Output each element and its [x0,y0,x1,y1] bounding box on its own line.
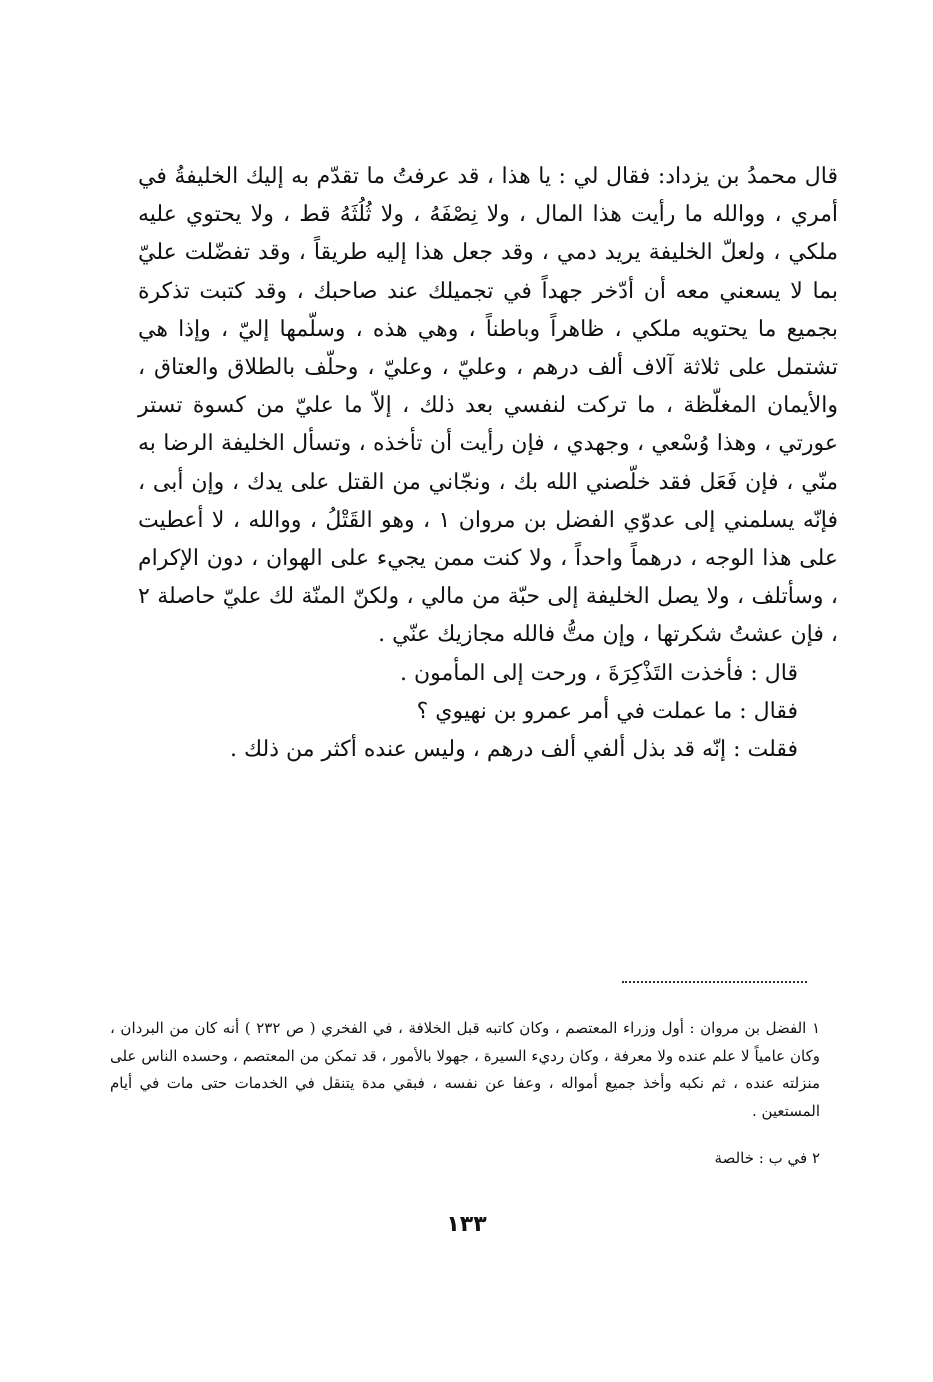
main-text-block [138,158,838,769]
footnote-separator [622,981,807,983]
page-number: ١٣٣ [446,1212,487,1237]
dialogue-line-faqultu: فقلت : إنّه قد بذل ألفي ألف درهم ، وليس عنده أكثر من ذلك . [229,737,798,763]
dialogue-line-qala: قال : فأخذت التَذْكِرَةَ ، ورحت إلى المأمون . [399,660,798,686]
footnote-1: ١ الفضل بن مروان : أول وزراء المعتصم ، وكان كاتبه قبل الخلافة ، في الفخري ( ص ٢٣٢ ) أنه كان من البردان ، وكان عامياً لا علم عنده ولا معرفة ، وكان رديء السيرة ، جهولا بالأمور ، قد تمكن من المعتصم ، وحسده الناس على منزلته عنده ، ثم نكبه وأخذ جميع أمواله ، وعفا عن نفسه ، فبقي مدة يتنقل في الخدمات حتى مات في أيام المستعين . [110,1019,820,1120]
footnote-2: ٢ في ب : خالصة [714,1149,820,1167]
footnotes-block [110,1015,820,1173]
main-paragraph: قال محمدُ بن يزداد: فقال لي : يا هذا ، قد عرفتُ ما تقدّم به إليك الخليفةُ في أمري ، ووالله ما رأيت هذا المال ، ولا نِصْفَهُ ، ولا ثُلُثَهُ قط ، ولا يحتوي عليه ملكي ، ولعلّ الخليفة يريد دمي ، وقد جعل هذا إليه طريقاً ، وقد تفضّلت عليّ بما لا يسعني معه أن أدّخر جهداً في تجميلك عند صاحبك ، وقد كتبت تذكرة بجميع ما يحتويه ملكي ، ظاهراً وباطناً ، وهي هذه ، وسلّمها إليّ ، وإذا هي تشتمل على ثلاثة آلاف ألف درهم ، وعليّ ، وعليّ ، وحلّف بالطلاق والعتاق ، والأيمان المغلّظة ، ما تركت لنفسي بعد ذلك ، إلاّ ما عليّ من كسوة تستر عورتي ، وهذا وُسْعي ، وجهدي ، فإن رأيت أن تأخذه ، وتسأل الخليفة الرضا به منّي ، فإن فَعَل فقد خلّصني الله بك ، ونجّاني من القتل على يدك ، وإن أبى ، فإنّه يسلمني إلى عدوّي الفضل بن مروان ١ ، وهو القَتْلُ ، ووالله ، لا أعطيت على هذا الوجه ، درهماً واحداً ، ولا كنت ممن يجيء على الهوان ، دون الإكرام ، وسأتلف ، ولا يصل الخليفة إلى حبّة من مالي ، ولكنّ المنّة لك عليّ حاصلة ٢ ، فإن عشتُ شكرتها ، وإن متُّ فالله مجازيك عنّي . [138,164,838,648]
dialogue-line-faqala: فقال : ما عملت في أمر عمرو بن نهيوي ؟ [416,698,798,724]
